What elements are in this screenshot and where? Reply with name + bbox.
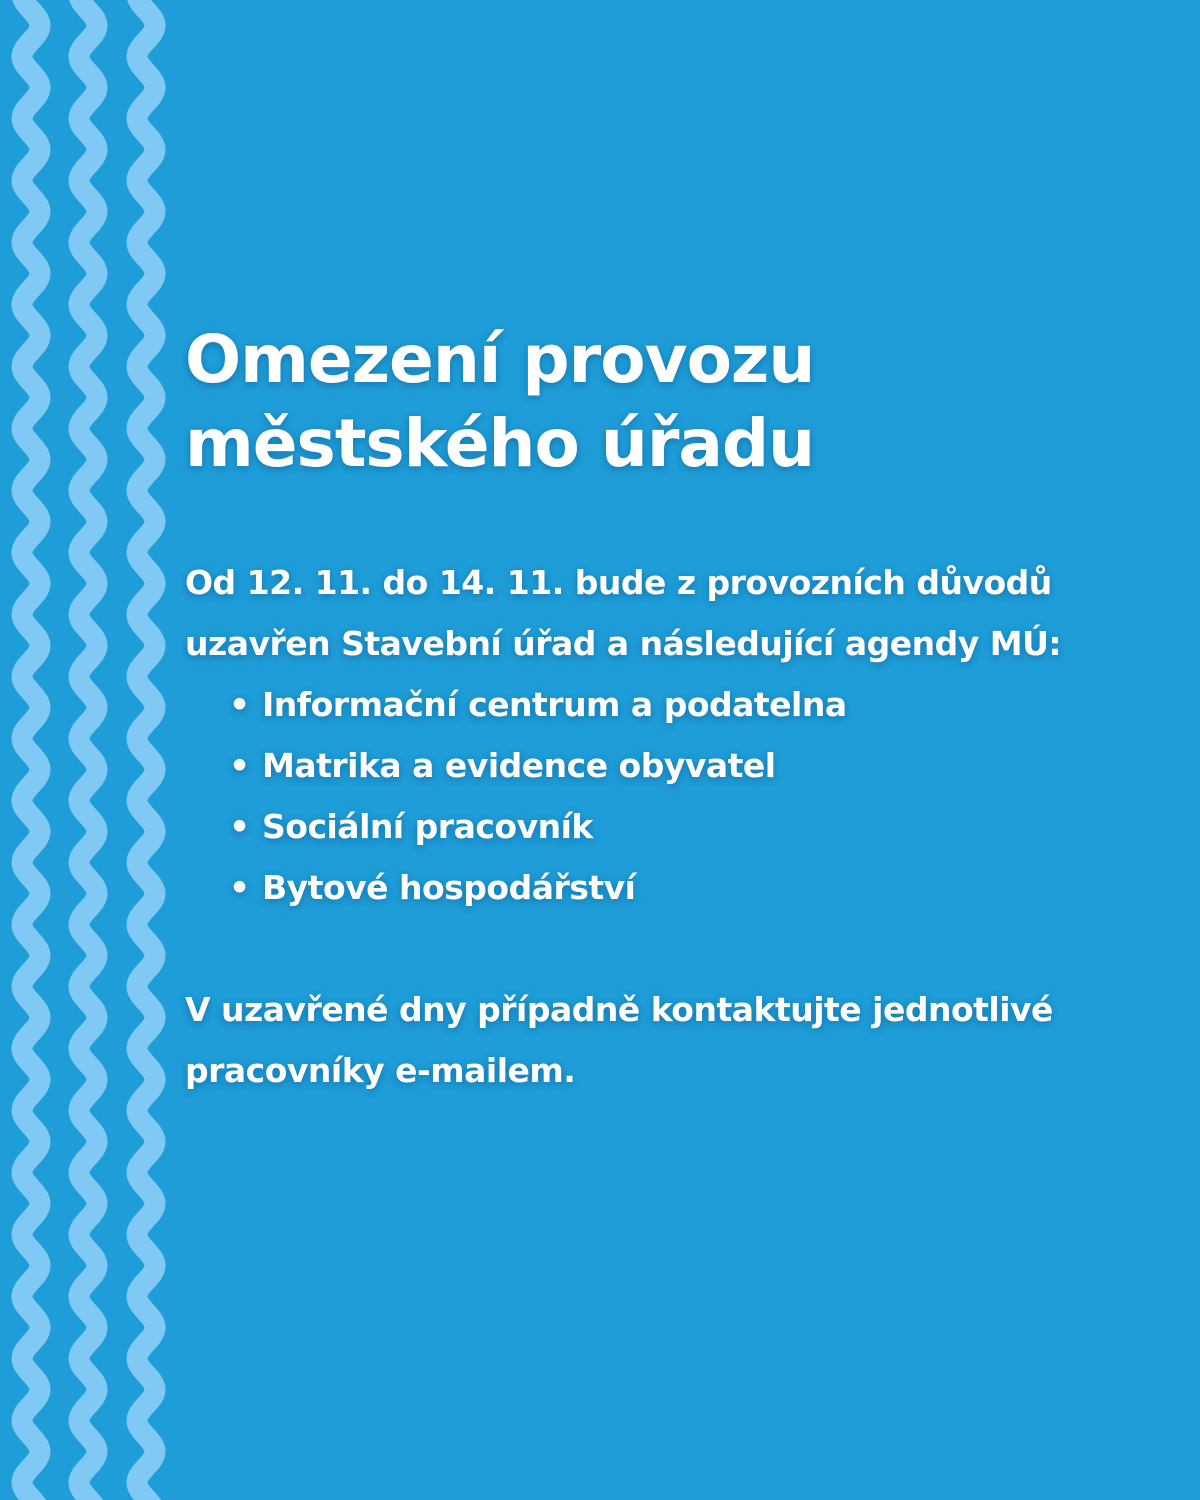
agenda-list bbox=[185, 674, 1185, 918]
notice bbox=[185, 318, 1185, 1101]
list-item: • Matrika a evidence obyvatel bbox=[229, 735, 1185, 796]
outro-line-1: V uzavřené dny případně kontaktujte jednotlivé bbox=[185, 990, 1053, 1029]
wave-line bbox=[79, 0, 97, 1500]
list-item: • Informační centrum a podatelna bbox=[229, 674, 1185, 735]
page-title: Omezení provozu městského úřadu bbox=[185, 321, 815, 482]
outro-line-2: pracovníky e-mailem. bbox=[185, 1051, 576, 1090]
intro-line-1: Od 12. 11. do 14. 11. bude z provozních důvodů bbox=[185, 563, 1052, 602]
intro-line-2: uzavřen Stavební úřad a následující agendy MÚ: bbox=[185, 624, 1062, 663]
wave-line bbox=[22, 0, 40, 1500]
decorative-waves bbox=[0, 0, 180, 1500]
list-item: • Bytové hospodářství bbox=[229, 857, 1185, 918]
list-item: • Sociální pracovník bbox=[229, 796, 1185, 857]
wave-line bbox=[137, 0, 155, 1500]
